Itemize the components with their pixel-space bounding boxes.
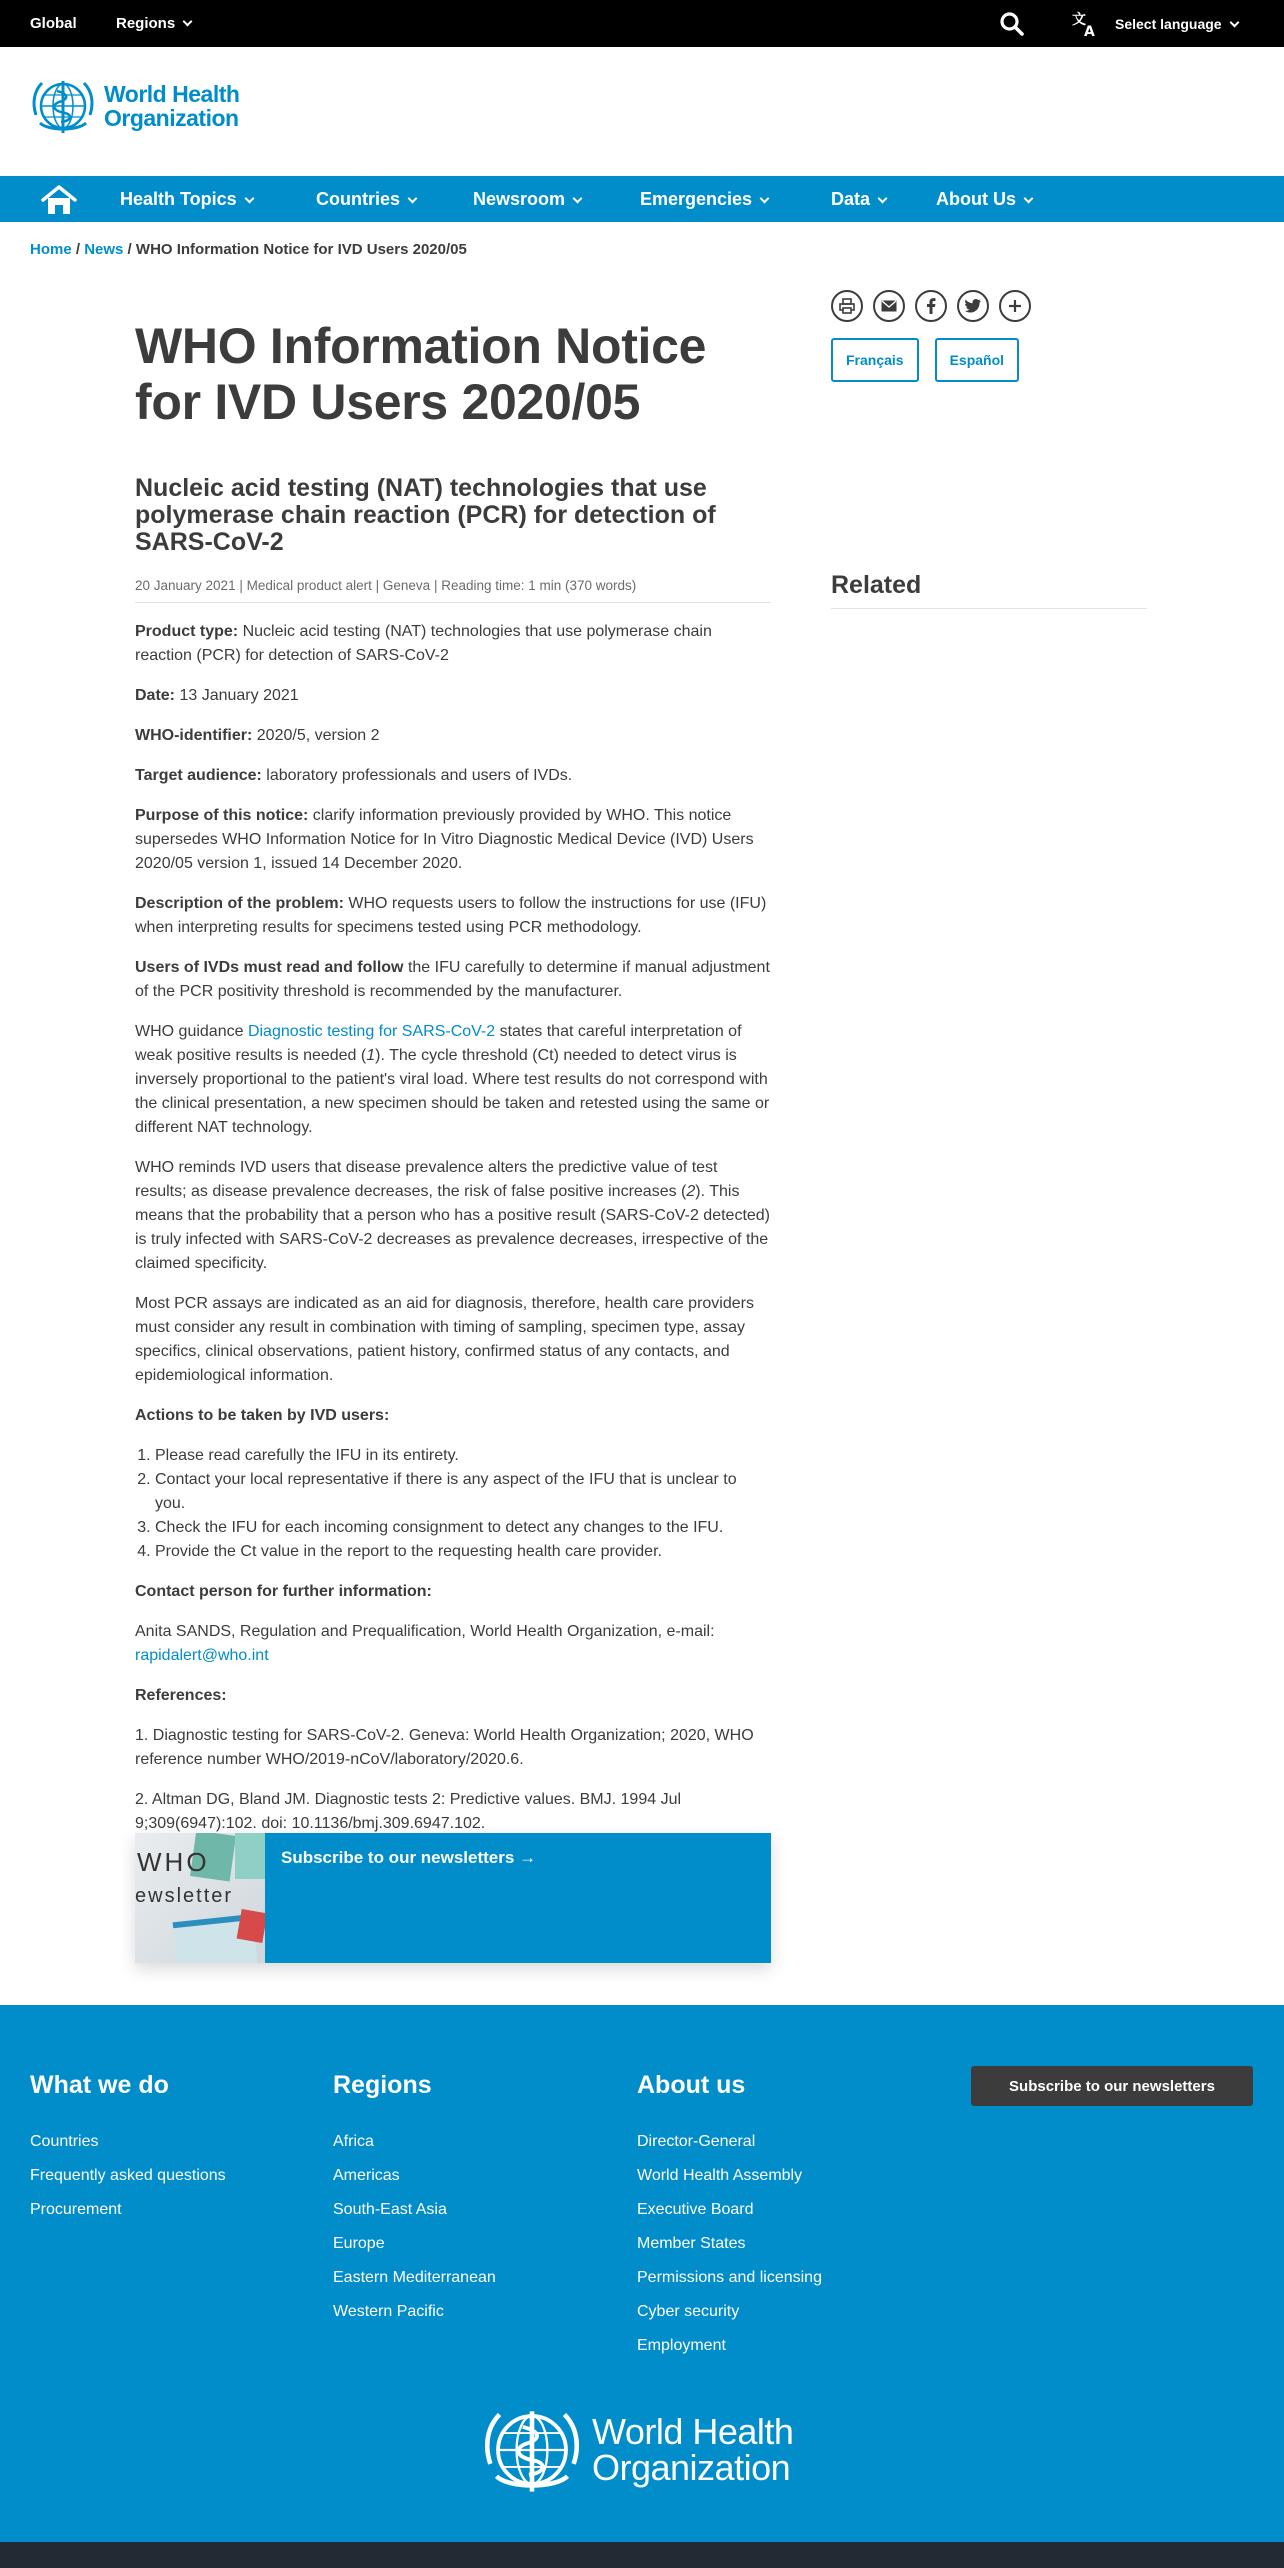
text: Anita SANDS, Regulation and Prequalification, World Health Organization, e-mail:: [135, 1623, 715, 1640]
search-icon[interactable]: [999, 11, 1025, 37]
page-title: WHO Information Notice for IVD Users 2020/05: [135, 318, 707, 430]
who-emblem-icon: [478, 2400, 586, 2500]
reference-2: 2. Altman DG, Bland JM. Diagnostic tests 2: Predictive values. BMJ. 1994 Jul 9;309(6947):102. doi: 10.1136/bmj.309.6947.102.: [135, 1791, 682, 1832]
value: 13 January 2021: [175, 687, 299, 704]
references-heading: [135, 1684, 771, 1708]
footer-link-europe[interactable]: Europe: [333, 2235, 385, 2252]
footer-link-director-general[interactable]: Director-General: [637, 2133, 756, 2150]
select-language-label: Select language: [1115, 16, 1222, 32]
facebook-icon: [926, 298, 936, 314]
value: laboratory professionals and users of IVDs.: [261, 767, 573, 784]
print-button[interactable]: [831, 290, 863, 322]
footer-link-western-pacific[interactable]: Western Pacific: [333, 2303, 444, 2320]
footer-bottom-bar: [0, 2542, 1284, 2568]
svg-text:A: A: [1084, 24, 1095, 38]
list-item: 4. Provide the Ct value in the report to the requesting health care provider.: [155, 1540, 771, 1564]
product-type-paragraph: [135, 620, 771, 668]
image-text: WHO: [137, 1847, 210, 1877]
list-item: 2. Contact your local representative if there is any aspect of the IFU that is unclear to you.: [155, 1468, 771, 1516]
language-spanish-button[interactable]: Español: [935, 338, 1019, 382]
contact-paragraph: [135, 1620, 771, 1668]
chevron-down-icon: [1024, 194, 1034, 204]
footer-subscribe-button[interactable]: Subscribe to our newsletters: [971, 2066, 1253, 2106]
nav-label: Newsroom: [473, 189, 566, 209]
audience-paragraph: [135, 764, 771, 788]
svg-text:文: 文: [1072, 12, 1086, 28]
guidance-paragraph: [135, 1020, 771, 1140]
logo-line-2: Organization: [592, 2447, 791, 2488]
chevron-down-icon: [878, 194, 888, 204]
breadcrumb-current: WHO Information Notice for IVD Users 2020/05: [135, 241, 467, 258]
footer-link-world-health-assembly[interactable]: World Health Assembly: [637, 2167, 803, 2184]
text: WHO reminds IVD users that disease prevalence alters the predictive value of test results; as disease prevalence decreases, the risk of false positive increases (: [135, 1159, 718, 1200]
users-paragraph: [135, 956, 771, 1004]
reference-number: 2: [686, 1183, 696, 1200]
logo-wordmark: [104, 82, 239, 130]
diagnostic-testing-link[interactable]: Diagnostic testing for SARS-CoV-2: [247, 1023, 496, 1040]
logo-line-1: World Health: [104, 81, 240, 107]
article-meta: 20 January 2021 | Medical product alert | Geneva | Reading time: 1 min (370 words): [135, 578, 771, 603]
print-icon: [839, 298, 855, 314]
article: [135, 318, 771, 1852]
twitter-share-button[interactable]: [957, 290, 989, 322]
value: Nucleic acid testing (NAT) technologies that use polymerase chain reaction (PCR) for detection of SARS-CoV-2: [135, 623, 712, 664]
translate-icon[interactable]: [1071, 10, 1099, 38]
footer-heading: What we do: [30, 2071, 169, 2099]
nav-health-topics[interactable]: [120, 189, 253, 210]
text: ). The cycle threshold (Ct) needed to detect virus is inversely proportional to the patient's viral load. Where test results do not correspond with the clinical presentation, a new specimen should be taken and retested using the same or different NAT technology.: [135, 1047, 770, 1136]
footer-what-we-do: [30, 2071, 226, 2227]
footer-link-americas[interactable]: Americas: [333, 2167, 400, 2184]
list-item: 3. Check the IFU for each incoming consignment to detect any changes to the IFU.: [155, 1516, 771, 1540]
nav-label: Emergencies: [640, 189, 753, 209]
footer-link-procurement[interactable]: Procurement: [30, 2201, 122, 2218]
image-shape: [235, 1833, 265, 1879]
identifier-paragraph: [135, 724, 771, 748]
footer-link-executive-board[interactable]: Executive Board: [637, 2201, 754, 2218]
breadcrumb-news[interactable]: News: [84, 241, 124, 258]
actions-list: [155, 1444, 771, 1564]
nav-countries[interactable]: [316, 189, 416, 210]
image-shape: [237, 1909, 265, 1943]
label: Product type:: [135, 623, 239, 640]
article-body: [135, 620, 771, 1836]
footer-link-employment[interactable]: Employment: [637, 2337, 726, 2354]
plus-icon: [1008, 299, 1022, 313]
footer-link-faq[interactable]: Frequently asked questions: [30, 2167, 226, 2184]
email-share-button[interactable]: [873, 290, 905, 322]
breadcrumb-home[interactable]: Home: [30, 241, 72, 258]
reference-1: 1. Diagnostic testing for SARS-CoV-2. Geneva: World Health Organization; 2020, WHO reference number WHO/2019-nCoV/laboratory/2020.6.: [135, 1727, 754, 1768]
text: WHO guidance: [135, 1023, 248, 1040]
footer-link-south-east-asia[interactable]: South-East Asia: [333, 2201, 447, 2218]
image-text: ewsletter: [135, 1885, 234, 1907]
actions-heading: [135, 1404, 771, 1428]
breadcrumb-separator: /: [71, 241, 85, 258]
prevalence-paragraph: [135, 1156, 771, 1276]
home-icon[interactable]: [40, 184, 78, 216]
more-share-button[interactable]: [999, 290, 1031, 322]
main-nav: [0, 176, 1284, 222]
value: clarify information previously provided by WHO. This notice supersedes WHO Information Notice for In Vitro Diagnostic Medical Device (IVD) Users 2020/05 version 1, issued 14 December 2020.: [135, 807, 754, 872]
date-paragraph: [135, 684, 771, 708]
nav-label: Health Topics: [120, 189, 237, 209]
breadcrumb-separator: /: [123, 241, 136, 258]
value: the IFU carefully to determine if manual adjustment of the PCR positivity threshold is recommended by the manufacturer.: [135, 959, 770, 1000]
nav-emergencies[interactable]: [640, 189, 768, 210]
value: WHO requests users to follow the instructions for use (IFU) when interpreting results for specimens tested using PCR methodology.: [135, 895, 767, 936]
chevron-down-icon: [760, 194, 770, 204]
chevron-down-icon: [244, 194, 254, 204]
footer-heading: Regions: [333, 2071, 432, 2099]
share-buttons: [831, 290, 1031, 322]
label: Target audience:: [135, 767, 262, 784]
label: Actions to be taken by IVD users:: [135, 1407, 390, 1424]
label: References:: [135, 1687, 227, 1704]
footer-link-cyber-security[interactable]: Cyber security: [637, 2303, 740, 2320]
regions-label: Regions: [116, 15, 176, 32]
assays-paragraph: Most PCR assays are indicated as an aid for diagnosis, therefore, health care providers must consider any result in combination with timing of sampling, specimen type, assay specifics, clinical observations, patient history, confirmed status of any contacts, and epidemiological information.: [135, 1295, 754, 1384]
label: Purpose of this notice:: [135, 807, 309, 824]
nav-label: Data: [831, 189, 871, 209]
text: ). This means that the probability that a person who has a positive result (SARS-CoV-2 detected) is truly infected with SARS-CoV-2 decreases as prevalence decreases, irrespective of the claimed specificity.: [135, 1183, 771, 1272]
problem-paragraph: [135, 892, 771, 940]
chevron-down-icon: [573, 194, 583, 204]
label: WHO-identifier:: [135, 727, 253, 744]
site-footer: [0, 2005, 1284, 2542]
nav-newsroom[interactable]: [473, 189, 581, 210]
label: Contact person for further information:: [135, 1583, 432, 1600]
nav-label: Countries: [316, 189, 401, 209]
language-buttons: [831, 338, 1019, 382]
footer-logo-wordmark: [592, 2411, 794, 2488]
newsletter-card[interactable]: [135, 1833, 771, 1963]
text: states that careful interpretation of weak positive results is needed (: [135, 1023, 742, 1064]
who-logo[interactable]: [28, 75, 239, 137]
site-header: [0, 47, 1284, 176]
regions-dropdown[interactable]: [116, 15, 191, 32]
footer-about-us: [637, 2071, 822, 2363]
label: Users of IVDs must read and follow: [135, 959, 404, 976]
related-heading: Related: [831, 571, 1147, 609]
breadcrumb: [30, 241, 467, 258]
footer-link-countries[interactable]: Countries: [30, 2133, 99, 2150]
contact-heading: [135, 1580, 771, 1604]
facebook-share-button[interactable]: [915, 290, 947, 322]
envelope-icon: [881, 300, 897, 312]
who-emblem-icon: [28, 75, 98, 137]
value: 2020/5, version 2: [252, 727, 380, 744]
global-link[interactable]: Global: [30, 15, 77, 32]
nav-label: About Us: [936, 189, 1016, 209]
label: Date:: [135, 687, 176, 704]
twitter-icon: [965, 299, 981, 313]
label: Description of the problem:: [135, 895, 344, 912]
footer-link-eastern-mediterranean[interactable]: Eastern Mediterranean: [333, 2269, 496, 2286]
chevron-down-icon: [183, 17, 193, 27]
top-bar: [0, 0, 1284, 47]
reference-number: 1: [366, 1047, 376, 1064]
contact-email-link[interactable]: rapidalert@who.int: [135, 1647, 269, 1664]
chevron-down-icon: [1229, 18, 1239, 28]
article-subtitle: Nucleic acid testing (NAT) technologies that use polymerase chain reaction (PCR) for detection of SARS-CoV-2: [135, 474, 716, 556]
list-item: 1. Please read carefully the IFU in its entirety.: [155, 1444, 771, 1468]
select-language-dropdown[interactable]: [1115, 16, 1238, 32]
footer-heading: About us: [637, 2071, 746, 2099]
logo-line-2: Organization: [104, 105, 239, 131]
footer-link-member-states[interactable]: Member States: [637, 2235, 746, 2252]
logo-line-1: World Health: [592, 2411, 794, 2452]
nav-data[interactable]: [831, 189, 886, 210]
footer-link-africa[interactable]: Africa: [333, 2133, 374, 2150]
subscribe-newsletter-link[interactable]: Subscribe to our newsletters →: [281, 1848, 537, 1867]
chevron-down-icon: [408, 194, 418, 204]
footer-who-logo[interactable]: [478, 2400, 793, 2500]
newsletter-image: [135, 1833, 265, 1963]
footer-link-permissions[interactable]: Permissions and licensing: [637, 2269, 822, 2286]
nav-about-us[interactable]: [936, 189, 1032, 210]
purpose-paragraph: [135, 804, 771, 876]
language-french-button[interactable]: Français: [831, 338, 919, 382]
footer-regions: [333, 2071, 496, 2329]
